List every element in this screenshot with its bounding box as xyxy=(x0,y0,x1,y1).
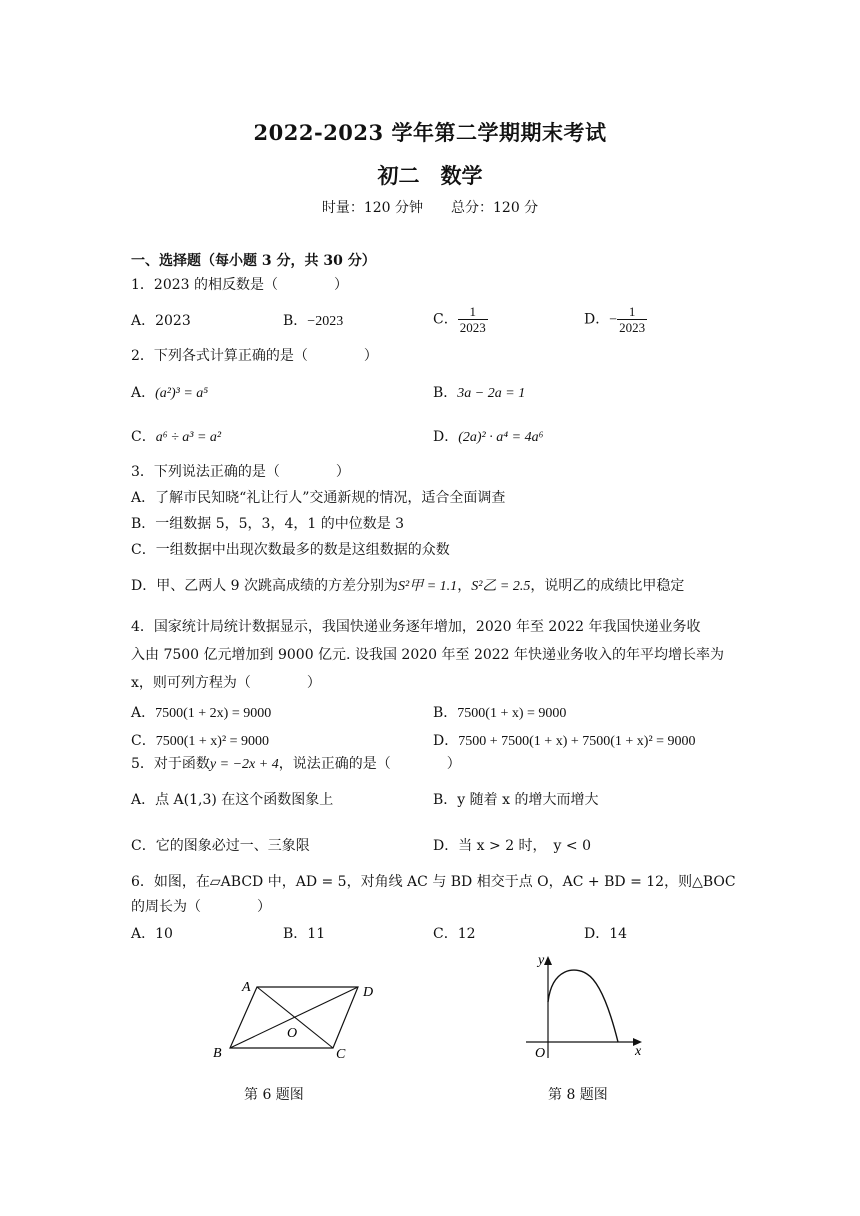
q4-a-expr: 7500(1 + 2x) = 9000 xyxy=(155,706,272,721)
q1-option-d-fraction xyxy=(617,304,647,335)
q4-line-3: x，则可列方程为（ ） xyxy=(131,675,321,691)
q1-option-d xyxy=(584,304,647,335)
q4-c-expr: 7500(1 + x)² = 9000 xyxy=(155,734,270,749)
q1-option-d-label: D． xyxy=(584,311,610,328)
q2-a-label: A． xyxy=(131,385,156,401)
q2-option-b xyxy=(433,383,525,404)
q2-d-label: D． xyxy=(433,429,459,445)
exam-meta: 时量：120 分钟 总分：120 分 xyxy=(321,200,539,216)
q2-a-expr: (a²)³ = a⁵ xyxy=(155,386,209,401)
q6-line-1: 6．如图，在▱ABCD 中，AD = 5，对角线 AC 与 BD 相交于点 O，AC + BD = 12，则△BOC xyxy=(131,874,736,890)
q1-option-d-sign: − xyxy=(609,312,618,328)
q6-option-b: B．11 xyxy=(283,926,326,942)
q3-option-c: C．一组数据中出现次数最多的数是这组数据的众数 xyxy=(131,542,450,558)
q1-c-denominator: 2023 xyxy=(459,320,486,335)
q1-c-numerator: 1 xyxy=(458,304,488,320)
q1-option-c-label: C． xyxy=(433,311,458,328)
function-curve xyxy=(548,970,618,1042)
q3-d-prefix: D．甲、乙两人 9 次跳高成绩的方差分别为 xyxy=(131,578,399,594)
q4-line-1: 4．国家统计局统计数据显示，我国快递业务逐年增加，2020 年至 2022 年我国快递业务收 xyxy=(131,619,701,635)
figure-6-caption: 第 6 题图 xyxy=(244,1087,304,1103)
q4-c-label: C． xyxy=(131,733,156,749)
q4-option-c xyxy=(131,731,269,752)
q1-option-b-value: −2023 xyxy=(307,314,344,329)
y-axis-arrow-icon xyxy=(544,956,552,965)
q1-option-b xyxy=(283,311,343,332)
q6-line-2: 的周长为（ ） xyxy=(131,899,271,915)
q1-option-c-fraction xyxy=(458,304,488,335)
figure-6-parallelogram xyxy=(205,975,375,1065)
q2-c-expr: a⁶ ÷ a³ = a² xyxy=(155,430,222,445)
q6-option-a: A．10 xyxy=(131,926,173,942)
q3-option-d: D．甲、乙两人 9 次跳高成绩的方差分别为S²甲 = 1.1，S²乙 = 2.5，说明乙的成绩比甲稳定 xyxy=(131,578,685,594)
q4-d-expr: 7500 + 7500(1 + x) + 7500(1 + x)² = 9000 xyxy=(458,734,696,749)
y-axis-label: y xyxy=(538,953,545,968)
q1-d-denominator: 2023 xyxy=(619,320,646,335)
q1-d-numerator: 1 xyxy=(617,304,647,320)
q1-option-b-label: B． xyxy=(283,313,308,329)
q2-option-c xyxy=(131,427,221,448)
q2-stem: 2．下列各式计算正确的是（ ） xyxy=(131,348,378,364)
q6-option-c: C．12 xyxy=(433,926,476,942)
q4-option-d xyxy=(433,731,696,752)
figure-8-caption: 第 8 题图 xyxy=(548,1087,608,1103)
vertex-b-label: B xyxy=(213,1046,222,1061)
q1-option-a: A．2023 xyxy=(131,313,191,329)
q3-option-a: A．了解市民知晓“礼让行人”交通新规的情况，适合全面调查 xyxy=(131,490,506,506)
q4-option-b xyxy=(433,703,566,724)
q3-stem: 3．下列说法正确的是（ ） xyxy=(131,464,350,480)
q2-c-label: C． xyxy=(131,429,156,445)
q4-option-a xyxy=(131,703,271,724)
origin-label: O xyxy=(535,1046,546,1061)
q4-d-label: D． xyxy=(433,733,459,749)
q4-a-label: A． xyxy=(131,705,156,721)
q3-option-b: B．一组数据 5，5，3，4，1 的中位数是 3 xyxy=(131,516,405,532)
q5-stem xyxy=(131,754,461,775)
q2-option-d xyxy=(433,427,543,448)
q2-d-expr: (2a)² · a⁴ = 4a⁶ xyxy=(458,430,544,445)
q2-b-label: B． xyxy=(433,385,458,401)
q6-option-d: D．14 xyxy=(584,926,628,942)
exam-title: 2022-2023 学年第二学期期末考试 xyxy=(253,120,607,145)
q1-stem: 1．2023 的相反数是（ ） xyxy=(131,277,348,293)
q5-option-d: D．当 x > 2 时， y < 0 xyxy=(433,838,592,854)
q5-option-c: C．它的图象必过一、三象限 xyxy=(131,838,310,854)
vertex-c-label: C xyxy=(336,1047,346,1062)
q5-stem-prefix: 5．对于函数 xyxy=(131,756,210,772)
q3-d-variance-2: S²乙 = 2.5 xyxy=(471,579,531,594)
q2-b-expr: 3a − 2a = 1 xyxy=(457,386,526,401)
q5-stem-suffix: ，说法正确的是（ ） xyxy=(278,756,461,772)
q5-option-a: A．点 A(1,3) 在这个函数图象上 xyxy=(131,792,334,808)
q5-function: y = −2x + 4 xyxy=(209,757,279,772)
q2-option-a xyxy=(131,383,208,404)
exam-subtitle: 初二 数学 xyxy=(377,163,483,188)
q4-line-2: 入由 7500 亿元增加到 9000 亿元. 设我国 2020 年至 2022 年快递业务收入的年平均增长率为 xyxy=(131,647,725,663)
x-axis-label: x xyxy=(635,1044,642,1059)
q4-b-label: B． xyxy=(433,705,458,721)
q5-option-b: B．y 随着 x 的增大而增大 xyxy=(433,792,599,808)
q1-option-c xyxy=(433,304,488,335)
point-o-label: O xyxy=(287,1026,298,1041)
q3-d-variance-1: S²甲 = 1.1 xyxy=(398,579,458,594)
vertex-d-label: D xyxy=(363,985,374,1000)
vertex-a-label: A xyxy=(242,980,251,995)
q4-b-expr: 7500(1 + x) = 9000 xyxy=(457,706,567,721)
section-heading: 一、选择题（每小题 3 分，共 30 分） xyxy=(131,253,376,269)
figure-8-graph xyxy=(520,950,650,1062)
q3-d-suffix: ，说明乙的成绩比甲稳定 xyxy=(530,578,685,594)
